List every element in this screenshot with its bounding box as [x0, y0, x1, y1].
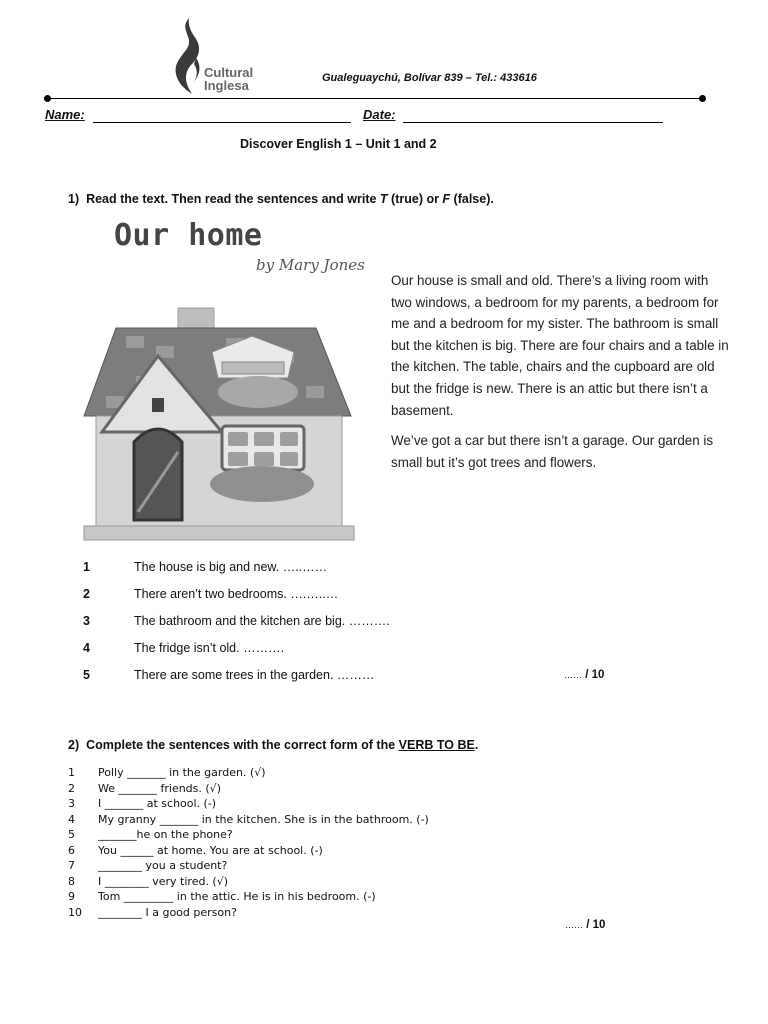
false-letter: F — [442, 192, 451, 206]
item-sentence: The house is big and new. …..…… — [134, 560, 328, 574]
item-number: 6 — [68, 843, 75, 857]
school-address: Gualeguaychú, Bolívar 839 – Tel.: 433616 — [322, 72, 537, 84]
score-total: / 10 — [585, 669, 605, 681]
logo-wordmark — [204, 66, 253, 92]
exercise-2-score — [565, 919, 605, 931]
item-sentence: The bathroom and the kitchen are big. ………. — [134, 614, 390, 628]
instruction-part-a: Read the text. Then read the sentences and write — [86, 192, 380, 206]
item-sentence: I _______ at school. (-) — [98, 797, 217, 810]
logo-line-1: Cultural — [204, 65, 254, 80]
logo-line-2: Inglesa — [204, 78, 249, 93]
exercise-1-score — [564, 669, 604, 681]
item-sentence: You ______ at home. You are at school. (-) — [98, 843, 323, 857]
house-illustration — [76, 306, 356, 542]
exercise-2-instruction — [68, 738, 478, 752]
score-blank: …… — [564, 670, 582, 680]
item-sentence: The fridge isn’t old. ………. — [134, 641, 285, 655]
instruction-part-a: Complete the sentences with the correct form of the — [86, 738, 399, 752]
item-sentence: ________ I a good person? — [98, 905, 237, 919]
item-number: 1 — [68, 766, 75, 779]
item-number: 3 — [83, 614, 90, 628]
item-number: 10 — [68, 905, 82, 919]
item-sentence: I ________ very tired. (√) — [98, 874, 229, 888]
header-divider — [44, 94, 706, 104]
reading-text — [391, 270, 731, 482]
item-sentence: My granny _______ in the kitchen. She is in the bathroom. (-) — [98, 812, 429, 826]
score-total: / 10 — [586, 919, 606, 931]
item-sentence: ________ you a student? — [98, 859, 228, 872]
name-date-row — [45, 107, 685, 122]
date-field[interactable] — [403, 122, 663, 123]
item-number: 1 — [83, 560, 90, 574]
reading-paragraph-2: We’ve got a car but there isn’t a garage. Our garden is small but it’s got trees and flowers. — [391, 433, 714, 470]
reading-byline: by Mary Jones — [256, 256, 365, 274]
item-number: 4 — [83, 641, 90, 655]
flame-icon — [172, 18, 206, 98]
item-number: 3 — [68, 797, 75, 810]
item-number: 4 — [68, 812, 75, 826]
item-number: 5 — [83, 668, 90, 682]
instruction-part-c: (false). — [450, 192, 494, 206]
verb-to-be-highlight: VERB TO BE — [398, 738, 475, 752]
instruction-part-b: (true) or — [387, 192, 443, 206]
item-sentence: Polly _______ in the garden. (√) — [98, 766, 266, 779]
name-label: Name: — [45, 107, 85, 122]
reading-title: Our home — [114, 218, 263, 253]
exercise-2-number: 2) — [68, 738, 80, 752]
item-sentence: Tom _________ in the attic. He is in his bedroom. (-) — [98, 890, 376, 903]
item-number: 7 — [68, 859, 75, 872]
date-label: Date: — [363, 107, 396, 122]
exercise-1-number: 1) — [68, 192, 80, 206]
item-number: 2 — [68, 781, 75, 795]
cultural-inglesa-logo — [172, 18, 272, 98]
reading-paragraph-1: Our house is small and old. There’s a living room with two windows, a bedroom for my parents, a bedroom for me and a bedroom for my sister. The bathroom is small but the kitchen is big. There are four chairs and a table in the kitchen. The table, chairs and the cupboard are old but the fridge is new. There is an attic but there isn’t a basement. — [391, 273, 729, 418]
exercise-1-instruction — [68, 192, 494, 206]
unit-title: Discover English 1 – Unit 1 and 2 — [240, 137, 437, 151]
item-sentence: We _______ friends. (√) — [98, 781, 221, 795]
true-letter: T — [379, 192, 388, 206]
item-number: 9 — [68, 890, 75, 903]
name-field[interactable] — [93, 122, 351, 123]
item-sentence: There are some trees in the garden. ……… — [134, 668, 375, 682]
item-number: 8 — [68, 874, 75, 888]
item-number: 5 — [68, 828, 75, 841]
score-blank: …… — [565, 920, 583, 930]
item-sentence: There aren’t two bedrooms. ….…..… — [134, 587, 339, 601]
item-sentence: _______he on the phone? — [98, 828, 233, 841]
instruction-part-b: . — [474, 738, 479, 752]
item-number: 2 — [83, 587, 90, 601]
